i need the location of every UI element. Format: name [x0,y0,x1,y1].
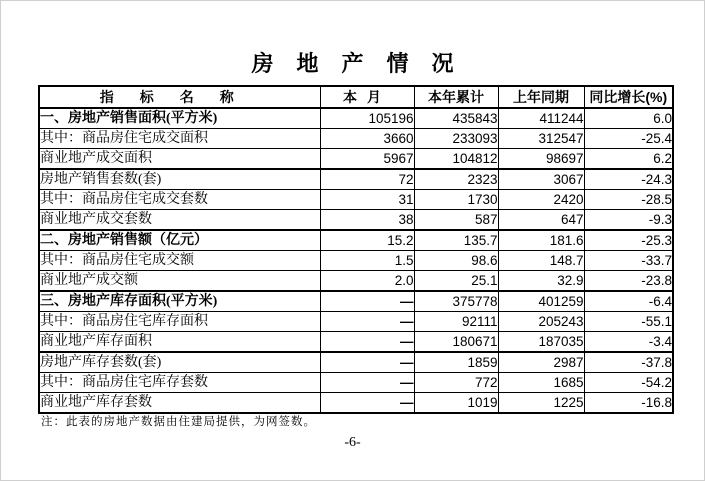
col-header-current-month: 本月 [320,86,414,108]
current-month-cell: 38 [320,210,414,231]
prior-year-cell: 181.6 [498,230,584,251]
prior-year-cell: 187035 [498,332,584,353]
table-row [39,230,673,251]
current-month-cell: — [320,291,414,312]
indicator-name-cell: 三、房地产库存面积(平方米) [39,291,320,312]
current-month-cell: — [320,332,414,353]
current-month-cell: 5967 [320,149,414,170]
indicator-name-cell: 商业地产成交额 [39,271,320,292]
indicator-name-cell: 其中：商品房住宅成交套数 [39,190,320,210]
table-row [39,251,673,271]
indicator-name-cell: 商业地产成交套数 [39,210,320,231]
current-month-cell: 2.0 [320,271,414,292]
current-month-cell: 3660 [320,129,414,149]
indicator-name-cell: 商业地产库存面积 [39,332,320,353]
page-number: -6- [344,435,361,450]
current-month-cell: — [320,352,414,373]
yoy-growth-cell: -25.3 [584,230,673,251]
yoy-growth-cell: -55.1 [584,312,673,332]
table-body [39,108,673,413]
prior-year-cell: 32.9 [498,271,584,292]
indicator-name-cell: 其中：商品房住宅库存套数 [39,373,320,393]
yoy-growth-cell: -33.7 [584,251,673,271]
yoy-growth-cell: -24.3 [584,169,673,190]
indicator-name-cell: 二、房地产销售额（亿元） [39,230,320,251]
table-row [39,149,673,170]
col-header-indicator-name: 指标名称 [39,86,320,108]
indicator-name-cell: 房地产销售套数(套) [39,169,320,190]
ytd-total-cell: 375778 [414,291,498,312]
col-header-yoy-growth: 同比增长(%) [584,86,673,108]
current-month-cell: 1.5 [320,251,414,271]
indicator-name-cell: 其中：商品房住宅成交额 [39,251,320,271]
table-row [39,352,673,373]
yoy-growth-cell: 6.2 [584,149,673,170]
ytd-total-cell: 104812 [414,149,498,170]
ytd-total-cell: 1019 [414,393,498,414]
yoy-growth-cell: -9.3 [584,210,673,231]
current-month-cell: 31 [320,190,414,210]
indicator-name-cell: 一、房地产销售面积(平方米) [39,108,320,129]
indicator-name-cell: 商业地产成交面积 [39,149,320,170]
table-row [39,129,673,149]
ytd-total-cell: 180671 [414,332,498,353]
prior-year-cell: 98697 [498,149,584,170]
page-title: 房地产情况 [251,50,477,76]
ytd-total-cell: 772 [414,373,498,393]
table-row [39,291,673,312]
yoy-growth-cell: 6.0 [584,108,673,129]
yoy-growth-cell: -16.8 [584,393,673,414]
yoy-growth-cell: -28.5 [584,190,673,210]
ytd-total-cell: 1859 [414,352,498,373]
indicator-name-cell: 其中：商品房住宅库存面积 [39,312,320,332]
yoy-growth-cell: -6.4 [584,291,673,312]
prior-year-cell: 1225 [498,393,584,414]
yoy-growth-cell: -37.8 [584,352,673,373]
prior-year-cell: 647 [498,210,584,231]
current-month-cell: 15.2 [320,230,414,251]
prior-year-cell: 2420 [498,190,584,210]
prior-year-cell: 205243 [498,312,584,332]
real-estate-table [38,85,674,414]
ytd-total-cell: 25.1 [414,271,498,292]
current-month-cell: — [320,393,414,414]
ytd-total-cell: 587 [414,210,498,231]
indicator-name-cell: 房地产库存套数(套) [39,352,320,373]
yoy-growth-cell: -54.2 [584,373,673,393]
indicator-name-cell: 商业地产库存套数 [39,393,320,414]
ytd-total-cell: 98.6 [414,251,498,271]
indicator-name-cell: 其中：商品房住宅成交面积 [39,129,320,149]
yoy-growth-cell: -3.4 [584,332,673,353]
prior-year-cell: 312547 [498,129,584,149]
prior-year-cell: 1685 [498,373,584,393]
yoy-growth-cell: -25.4 [584,129,673,149]
ytd-total-cell: 135.7 [414,230,498,251]
table-row [39,210,673,231]
yoy-growth-cell: -23.8 [584,271,673,292]
prior-year-cell: 148.7 [498,251,584,271]
col-header-prior-year-period: 上年同期 [498,86,584,108]
footnote: 注：此表的房地产数据由住建局提供，为网签数。 [41,416,316,428]
table-row [39,312,673,332]
ytd-total-cell: 233093 [414,129,498,149]
table-header-row [39,86,673,108]
prior-year-cell: 411244 [498,108,584,129]
current-month-cell: 72 [320,169,414,190]
table-row [39,271,673,292]
current-month-cell: 105196 [320,108,414,129]
ytd-total-cell: 435843 [414,108,498,129]
prior-year-cell: 3067 [498,169,584,190]
table-row [39,169,673,190]
current-month-cell: — [320,373,414,393]
ytd-total-cell: 92111 [414,312,498,332]
ytd-total-cell: 2323 [414,169,498,190]
table-row [39,108,673,129]
col-header-ytd-total: 本年累计 [414,86,498,108]
table-row [39,393,673,414]
ytd-total-cell: 1730 [414,190,498,210]
prior-year-cell: 2987 [498,352,584,373]
table-row [39,332,673,353]
table-row [39,190,673,210]
prior-year-cell: 401259 [498,291,584,312]
current-month-cell: — [320,312,414,332]
table-row [39,373,673,393]
